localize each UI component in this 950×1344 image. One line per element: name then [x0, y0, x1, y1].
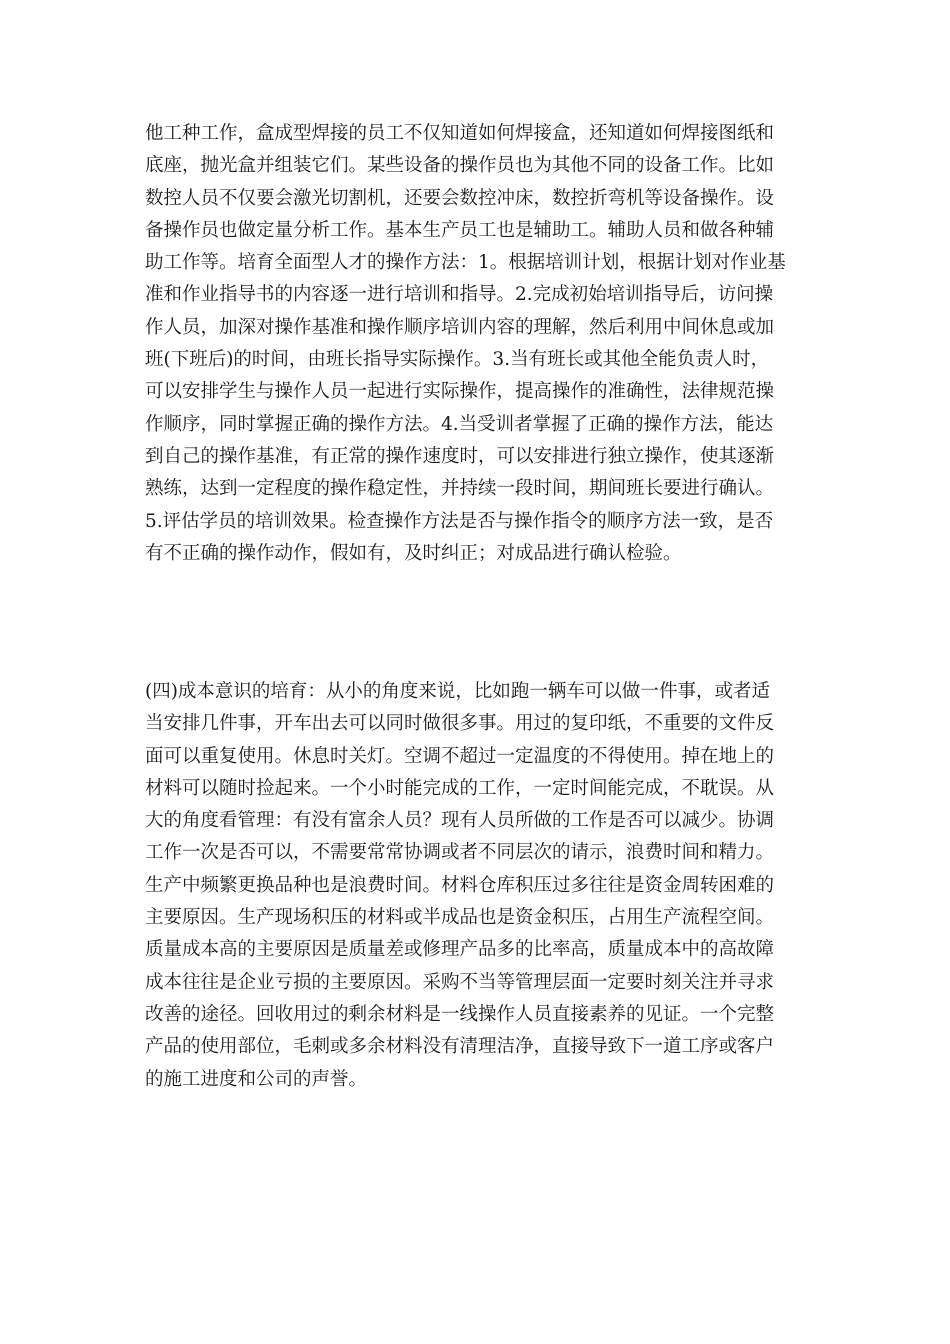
text-line: 面可以重复使用。休息时关灯。空调不超过一定温度的不得使用。掉在地上的 — [145, 745, 775, 767]
text-line: 大的角度看管理：有没有富余人员？现有人员所做的工作是否可以减少。协调 — [145, 810, 775, 832]
text-line: 成本往往是企业亏损的主要原因。采购不当等管理层面一定要时刻关注并寻求 — [145, 971, 775, 993]
text-line: 作人员，加深对操作基准和操作顺序培训内容的理解，然后利用中间休息或加 — [145, 316, 775, 338]
text-line: 有不正确的操作动作，假如有，及时纠正；对成品进行确认检验。 — [145, 542, 682, 564]
text-line: 工作一次是否可以，不需要常常协调或者不同层次的请示，浪费时间和精力。 — [145, 842, 775, 864]
text-line: 助工作等。培育全面型人才的操作方法：1。根据培训计划，根据计划对作业基 — [145, 252, 786, 274]
paragraph-operator-training — [145, 118, 810, 570]
text-line: 熟练，达到一定程度的操作稳定性，并持续一段时间，期间班长要进行确认。 — [145, 478, 775, 500]
text-line: 可以安排学生与操作人员一起进行实际操作，提高操作的准确性，法律规范操 — [145, 381, 775, 403]
text-line: 他工种工作，盒成型焊接的员工不仅知道如何焊接盒，还知道如何焊接图纸和 — [145, 123, 775, 144]
text-line: 产品的使用部位，毛刺或多余材料没有清理洁净，直接导致下一道工序或客户 — [145, 1036, 775, 1058]
text-line: 5.评估学员的培训效果。检查操作方法是否与操作指令的顺序方法一致，是否 — [145, 510, 774, 532]
text-line: (四)成本意识的培育：从小的角度来说，比如跑一辆车可以做一件事，或者适 — [145, 681, 770, 702]
text-line: 准和作业指导书的内容逐一进行培训和指导。2.完成初始培训指导后，访问操 — [145, 284, 774, 306]
text-line: 当安排几件事，开车出去可以同时做很多事。用过的复印纸，不重要的文件反 — [145, 713, 775, 735]
text-line: 材料可以随时捡起来。一个小时能完成的工作，一定时间能完成，不耽误。从 — [145, 777, 775, 799]
text-line: 班(下班后)的时间，由班长指导实际操作。3.当有班长或其他全能负责人时， — [145, 349, 770, 371]
text-line: 数控人员不仅要会激光切割机，还要会数控冲床，数控折弯机等设备操作。设 — [145, 187, 775, 209]
text-line: 质量成本高的主要原因是质量差或修理产品多的比率高，质量成本中的高故障 — [145, 939, 775, 961]
paragraph-cost-awareness — [145, 676, 810, 1096]
text-line: 改善的途径。回收用过的剩余材料是一线操作人员直接素养的见证。一个完整 — [145, 1003, 775, 1025]
text-line: 作顺序，同时掌握正确的操作方法。4.当受训者掌握了正确的操作方法，能达 — [145, 413, 774, 435]
text-line: 底座，抛光盒并组装它们。某些设备的操作员也为其他不同的设备工作。比如 — [145, 155, 775, 177]
text-line: 的施工进度和公司的声誉。 — [145, 1068, 368, 1090]
text-line: 主要原因。生产现场积压的材料或半成品也是资金积压，占用生产流程空间。 — [145, 907, 775, 929]
text-line: 生产中频繁更换品种也是浪费时间。材料仓库积压过多往往是资金周转困难的 — [145, 874, 775, 896]
text-line: 到自己的操作基准，有正常的操作速度时，可以安排进行独立操作，使其逐渐 — [145, 445, 775, 467]
text-line: 备操作员也做定量分析工作。基本生产员工也是辅助工。辅助人员和做各种辅 — [145, 219, 775, 241]
